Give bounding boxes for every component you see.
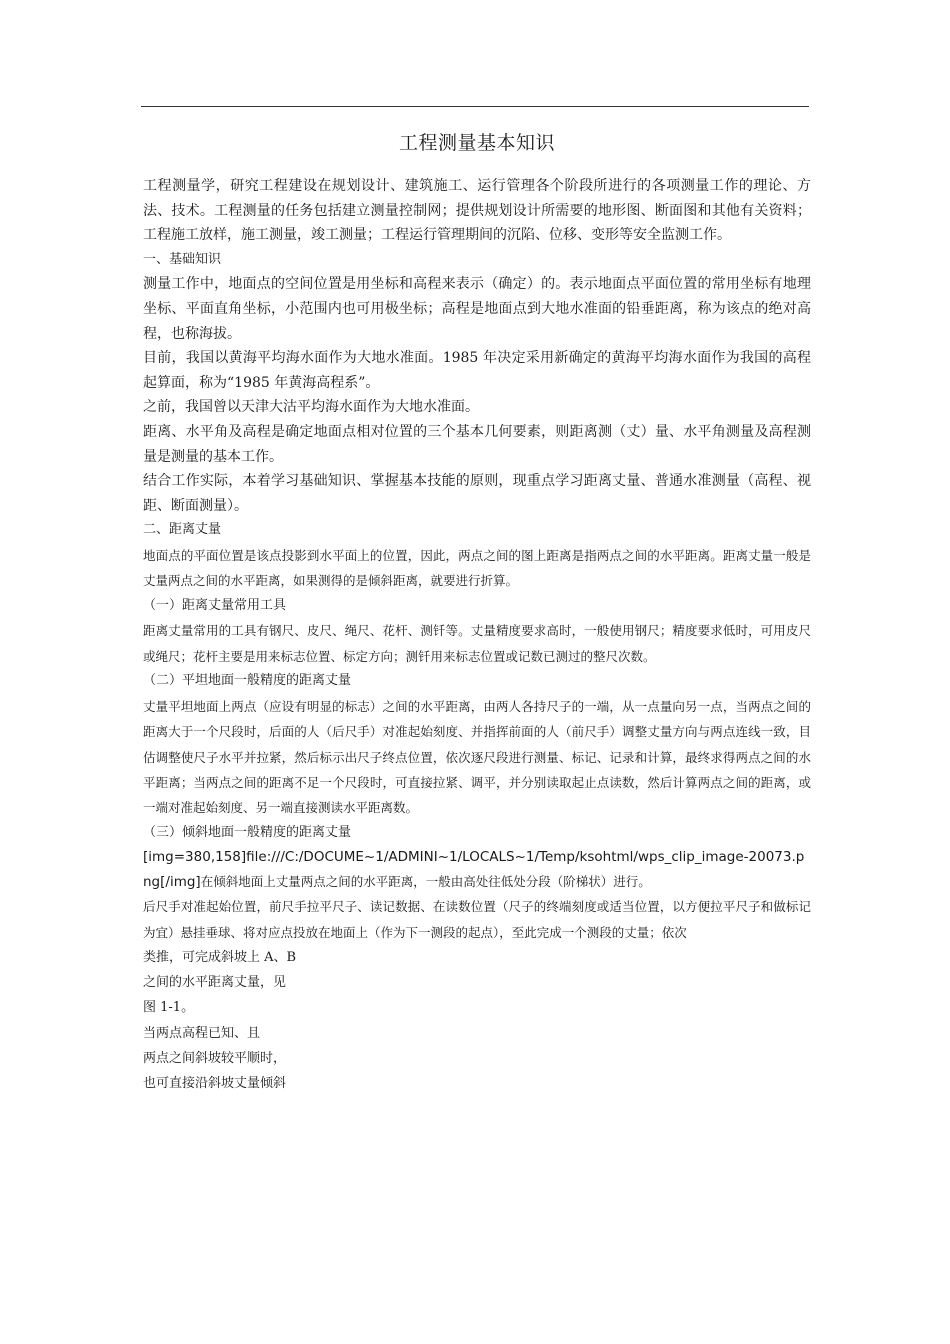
section-heading-distance: 二、距离丈量 <box>143 522 222 538</box>
paragraph-horizontal-distance: 地面点的平面位置是该点投影到水平面上的位置，因此，两点之间的图上距离是指两点之间的水平距离。距离丈量一般是丈量两点之间的水平距离，如果测得的是倾斜距离，就要进行折算。 <box>143 547 811 589</box>
image-reference-text: [img=380,158]file:///C:/DOCUME~1/ADMINI~1/LOCALS~1/Temp/ksohtml/wps_clip_image-20073.png[/img] <box>143 849 805 890</box>
paragraph-datum: 目前，我国以黄海平均海水面作为大地水准面。1985 年决定采用新确定的黄海平均海水面作为我国的高程起算面，称为“1985 年黄海高程系”。 <box>143 350 811 391</box>
paragraph-previous-datum: 之前，我国曾以天津大沽平均海水面作为大地水准面。 <box>143 399 479 416</box>
paragraph-elements: 距离、水平角及高程是确定地面点相对位置的三个基本几何要素，则距离测（丈）量、水平角测量及高程测量是测量的基本工作。 <box>143 423 811 465</box>
section-heading-basics: 一、基础知识 <box>143 251 222 267</box>
paragraph-tools: 距离丈量常用的工具有钢尺、皮尺、绳尺、花杆、测钎等。丈量精度要求高时，一般使用钢尺；精度要求低时，可用皮尺或绳尺；花杆主要是用来标志位置、标定方向；测钎用来标志位置或记数已测过的整尺次数。 <box>143 623 811 664</box>
line-figure-ref: 图 1-1。 <box>143 1000 195 1016</box>
line-smooth-slope: 两点之间斜坡较平顺时， <box>143 1050 287 1066</box>
intro-paragraph: 工程测量学，研究工程建设在规划设计、建筑施工、运行管理各个阶段所进行的各项测量工作的理论、方法、技术。工程测量的任务包括建立测量控制网；提供规划设计所需要的地形图、断面图和其他有关资料；工程施工放样，施工测量，竣工测量；工程运行管理期间的沉陷、位移、变形等安全监测工作。 <box>143 178 811 244</box>
subheading-tools: （一）距离丈量常用工具 <box>143 597 287 613</box>
line-continue-1: 类推，可完成斜坡上 A、B <box>143 949 297 965</box>
document-body <box>143 128 811 1096</box>
paragraph-coordinates: 测量工作中，地面点的空间位置是用坐标和高程来表示（确定）的。表示地面点平面位置的常用坐标有地理坐标、平面直角坐标，小范围内也可用极坐标；高程是地面点到大地水准面的铅垂距离，称为该点的绝对高程，也称海拔。 <box>143 276 811 342</box>
header-rule <box>141 106 809 107</box>
paragraph-sloped-intro: 在倾斜地面上丈量两点之间的水平距离，一般由高处往低处分段（阶梯状）进行。 <box>200 873 651 889</box>
subheading-sloped-ground: （三）倾斜地面一般精度的距离丈量 <box>143 824 352 840</box>
paragraph-sloped-procedure: 后尺手对准起始位置，前尺手拉平尺子、读记数据、在读数位置（尺子的终端刻度或适当位置，以方便拉平尺子和做标记为宜）悬挂垂球、将对应点投放在地面上（作为下一测段的起点），至此完成一个测段的丈量；依次 <box>143 899 811 940</box>
document-title: 工程测量基本知识 <box>398 132 555 154</box>
line-direct-measure: 也可直接沿斜坡丈量倾斜 <box>143 1075 287 1091</box>
paragraph-flat-ground: 丈量平坦地面上两点（应设有明显的标志）之间的水平距离，由两人各持尺子的一端，从一点量向另一点，当两点之间的距离大于一个尺段时，后面的人（后尺手）对准起始刻度、并指挥前面的人（前尺手）调整丈量方向与两点连线一致，目估调整使尺子水平并拉紧，然后标示出尺子终点位置，依次逐尺段进行测量、标记、记录和计算，最终求得两点之间的水平距离；当两点之间的距离不足一个尺段时，可直接拉紧、调平，并分别读取起止点读数，然后计算两点之间的距离，或一端对准起始刻度、另一端直接测读水平距离数。 <box>143 698 811 816</box>
line-known-elevation: 当两点高程已知、且 <box>143 1025 261 1041</box>
paragraph-image-placeholder <box>143 845 811 894</box>
line-continue-2: 之间的水平距离丈量，见 <box>143 975 287 991</box>
subheading-flat-ground: （二）平坦地面一般精度的距离丈量 <box>143 673 352 689</box>
paragraph-focus: 结合工作实际，本着学习基础知识、掌握基本技能的原则，现重点学习距离丈量、普通水准测量（高程、视距、断面测量）。 <box>143 473 811 514</box>
